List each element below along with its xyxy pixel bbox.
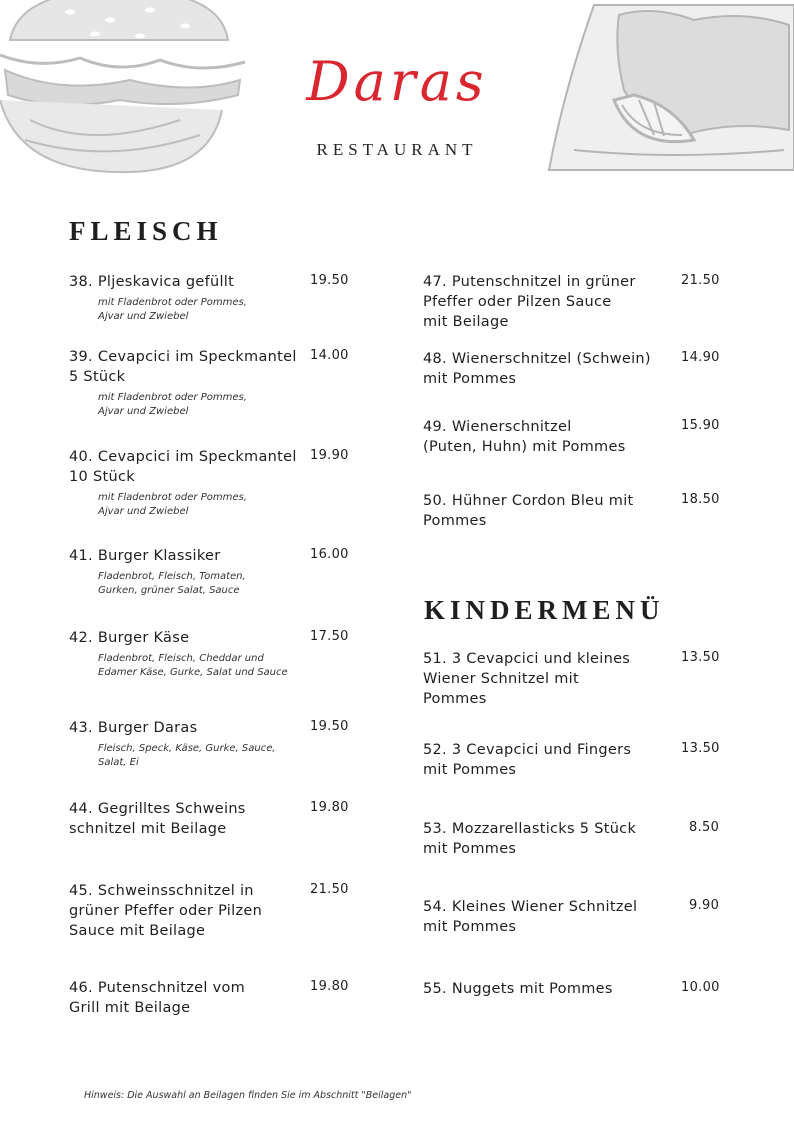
item-description: mit Fladenbrot oder Pommes, Ajvar und Zwiebel — [98, 392, 247, 417]
item-name: 54. Kleines Wiener Schnitzel mit Pommes — [423, 899, 638, 935]
item-name: 43. Burger Daras — [69, 720, 198, 736]
item-description: Fladenbrot, Fleisch, Cheddar und Edamer Käse, Gurke, Salat und Sauce — [98, 653, 288, 678]
item-price: 15.90 — [681, 418, 720, 433]
item-name: 50. Hühner Cordon Bleu mit Pommes — [423, 493, 634, 529]
item-price: 8.50 — [689, 820, 720, 835]
item-name: 38. Pljeskavica gefüllt — [69, 274, 235, 290]
item-price: 19.50 — [310, 273, 349, 288]
item-price: 14.00 — [310, 348, 349, 363]
item-name: 47. Putenschnitzel in grüner Pfeffer oder Pilzen Sauce mit Beilage — [423, 274, 636, 330]
item-name: 49. Wienerschnitzel (Puten, Huhn) mit Pommes — [423, 419, 626, 455]
item-description: mit Fladenbrot oder Pommes, Ajvar und Zwiebel — [98, 297, 247, 322]
menu-item-40 — [69, 447, 359, 519]
menu-item-50 — [423, 491, 723, 531]
item-price: 13.50 — [681, 650, 720, 665]
section-title-fleisch: FLEISCH — [69, 216, 223, 246]
restaurant-subtitle: RESTAURANT — [316, 140, 478, 159]
item-name: 55. Nuggets mit Pommes — [423, 981, 613, 997]
menu-item-47 — [423, 272, 723, 332]
item-name: 45. Schweinsschnitzel in grüner Pfeffer oder Pilzen Sauce mit Beilage — [69, 883, 263, 939]
item-name: 40. Cevapcici im Speckmantel 10 Stück — [69, 449, 297, 485]
item-description: mit Fladenbrot oder Pommes, Ajvar und Zwiebel — [98, 492, 247, 517]
item-price: 19.50 — [310, 719, 349, 734]
menu-item-45 — [69, 881, 359, 941]
item-name: 52. 3 Cevapcici und Fingers mit Pommes — [423, 742, 632, 778]
menu-item-53 — [423, 819, 723, 859]
item-name: 53. Mozzarellasticks 5 Stück mit Pommes — [423, 821, 637, 857]
item-name: 42. Burger Käse — [69, 630, 190, 646]
menu-item-46 — [69, 978, 359, 1018]
menu-item-39 — [69, 347, 359, 419]
menu-item-38 — [69, 272, 359, 324]
item-name: 51. 3 Cevapcici und kleines Wiener Schnitzel mit Pommes — [423, 651, 631, 707]
footnote: Hinweis: Die Auswahl an Beilagen finden Sie im Abschnitt "Beilagen" — [84, 1090, 412, 1101]
menu-item-43 — [69, 718, 359, 770]
menu-item-48 — [423, 349, 723, 389]
menu-item-51 — [423, 649, 723, 709]
menu-item-41 — [69, 546, 359, 598]
item-description: Fladenbrot, Fleisch, Tomaten, Gurken, grüner Salat, Sauce — [98, 571, 246, 596]
menu-item-55 — [423, 979, 723, 999]
item-price: 19.90 — [310, 448, 349, 463]
item-price: 9.90 — [689, 898, 720, 913]
item-name: 39. Cevapcici im Speckmantel 5 Stück — [69, 349, 297, 385]
restaurant-logo: Daras — [306, 50, 488, 113]
item-name: 48. Wienerschnitzel (Schwein) mit Pommes — [423, 351, 651, 387]
item-price: 14.90 — [681, 350, 720, 365]
menu-item-52 — [423, 740, 723, 780]
item-price: 21.50 — [310, 882, 349, 897]
menu-item-42 — [69, 628, 359, 680]
item-name: 46. Putenschnitzel vom Grill mit Beilage — [69, 980, 246, 1016]
item-price: 21.50 — [681, 273, 720, 288]
item-price: 19.80 — [310, 979, 349, 994]
item-description: Fleisch, Speck, Käse, Gurke, Sauce, Salat, Ei — [98, 743, 276, 768]
menu-item-49 — [423, 417, 723, 457]
item-price: 16.00 — [310, 547, 349, 562]
item-price: 19.80 — [310, 800, 349, 815]
item-price: 18.50 — [681, 492, 720, 507]
section-title-kindermenu: KINDERMENÜ — [424, 595, 665, 625]
item-price: 13.50 — [681, 741, 720, 756]
menu-item-54 — [423, 897, 723, 937]
item-price: 10.00 — [681, 980, 720, 995]
item-price: 17.50 — [310, 629, 349, 644]
item-name: 44. Gegrilltes Schweins schnitzel mit Beilage — [69, 801, 246, 837]
menu-item-44 — [69, 799, 359, 839]
item-name: 41. Burger Klassiker — [69, 548, 221, 564]
